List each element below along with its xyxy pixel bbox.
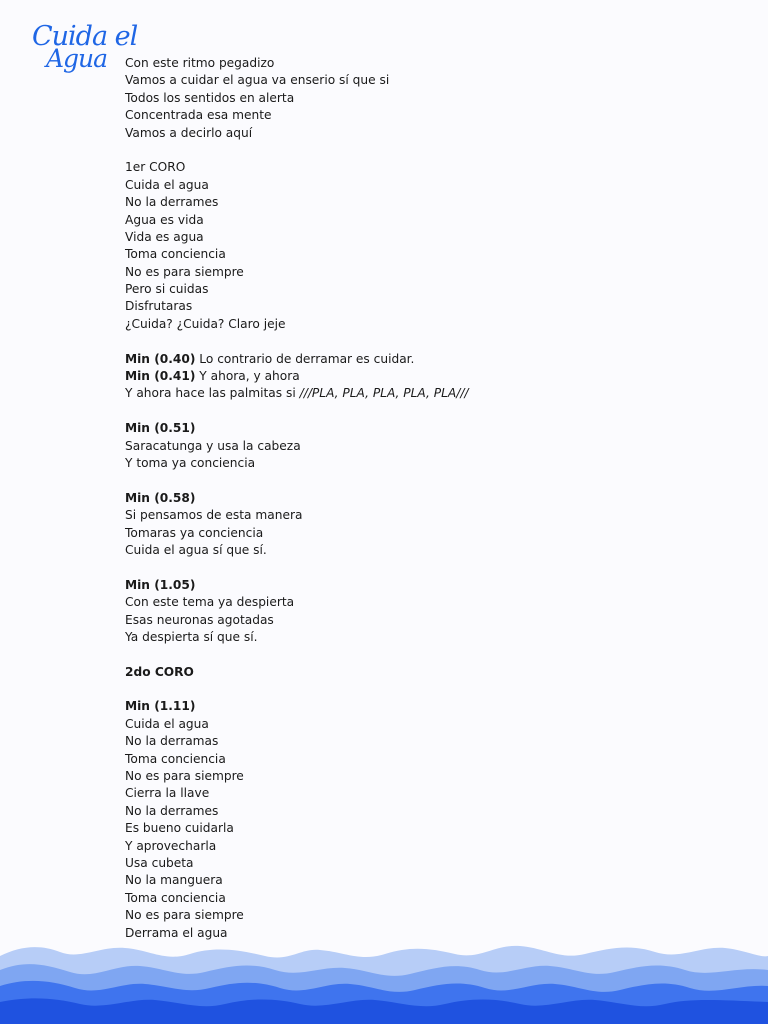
lyric-line — [125, 368, 685, 385]
lyric-line: Pero si cuidas — [125, 282, 209, 297]
lyric-line: Con este ritmo pegadizo — [125, 56, 275, 70]
blank-line — [125, 142, 685, 159]
lyric-line — [125, 385, 685, 402]
lyric-line: 1er CORO — [125, 160, 186, 175]
timestamp-label: Min (0.41) — [125, 369, 196, 384]
lyric-line: Y aprovecharla — [125, 838, 217, 853]
lyric-line: Saracatunga y usa la cabeza — [125, 438, 301, 453]
lyric-line: Toma conciencia — [125, 751, 226, 766]
timestamp-label: 2do CORO — [125, 664, 194, 679]
blank-line — [125, 333, 685, 350]
lyric-line: Usa cubeta — [125, 855, 194, 870]
lyric-line: Es bueno cuidarla — [125, 821, 234, 836]
lyric-line: No la derrames — [125, 195, 219, 210]
lyric-line: No es para siempre — [125, 264, 244, 279]
lyric-line: Vida es agua — [125, 229, 204, 244]
lyric-line: Cuida el agua — [125, 716, 209, 731]
lyric-line: Y toma ya conciencia — [125, 455, 256, 470]
lyric-line: Cuida el agua sí que sí. — [125, 542, 267, 557]
lyric-line: No la derrames — [125, 803, 219, 818]
lyric-line: Cuida el agua — [125, 177, 209, 192]
timestamp-label: Min (0.51) — [125, 421, 196, 436]
lyric-line: Derrama el agua — [125, 925, 228, 940]
lyric-line: No es para siempre — [125, 769, 244, 784]
lyric-line: Con este tema ya despierta — [125, 595, 295, 610]
lyric-line: ¿Cuida? ¿Cuida? Claro jeje — [125, 316, 286, 331]
lyric-line: Agua es vida — [125, 212, 204, 227]
lyric-text: Y ahora, y ahora — [195, 369, 300, 384]
blank-line — [125, 472, 685, 489]
lyric-line: Vamos a decirlo aquí — [125, 125, 253, 140]
lyric-line: No la manguera — [125, 873, 223, 888]
logo-text-line2: Agua — [46, 44, 108, 73]
lyric-text: Lo contrario de derramar es cuidar. — [195, 351, 415, 366]
lyric-text: Y ahora hace las palmitas si — [125, 386, 300, 401]
song-lyrics — [125, 55, 685, 942]
timestamp-label: Min (0.58) — [125, 490, 196, 505]
blank-line — [125, 646, 685, 663]
lyric-line: Ya despierta sí que sí. — [125, 629, 258, 644]
lyric-line: Toma conciencia — [125, 247, 226, 262]
lyric-line: No es para siempre — [125, 908, 244, 923]
timestamp-label: Min (1.05) — [125, 577, 196, 592]
lyric-line: Tomaras ya conciencia — [125, 525, 264, 540]
lyric-line: Disfrutaras — [125, 299, 193, 314]
lyric-line: Cierra la llave — [125, 786, 210, 801]
lyric-line: No la derramas — [125, 734, 219, 749]
lyric-line — [125, 420, 685, 437]
lyric-line: Si pensamos de esta manera — [125, 508, 303, 523]
water-waves-decoration — [0, 940, 768, 1024]
lyric-line — [125, 577, 685, 594]
lyric-line — [125, 490, 685, 507]
timestamp-label: Min (0.40) — [125, 351, 196, 366]
logo-text-line1: Cuida el — [32, 21, 138, 52]
blank-line — [125, 559, 685, 576]
lyric-line — [125, 698, 685, 715]
lyric-line: Concentrada esa mente — [125, 108, 272, 123]
blank-line — [125, 403, 685, 420]
lyric-line: Esas neuronas agotadas — [125, 612, 274, 627]
timestamp-label: Min (1.11) — [125, 699, 196, 714]
lyric-line — [125, 351, 685, 368]
lyric-line: Toma conciencia — [125, 890, 226, 905]
lyric-line: Vamos a cuidar el agua va enserio sí que si — [125, 73, 390, 88]
lyric-line — [125, 664, 685, 681]
lyric-italic-text: ///PLA, PLA, PLA, PLA, PLA/// — [299, 386, 469, 401]
blank-line — [125, 681, 685, 698]
cuida-el-agua-logo — [28, 21, 138, 74]
lyric-line: Todos los sentidos en alerta — [125, 90, 295, 105]
